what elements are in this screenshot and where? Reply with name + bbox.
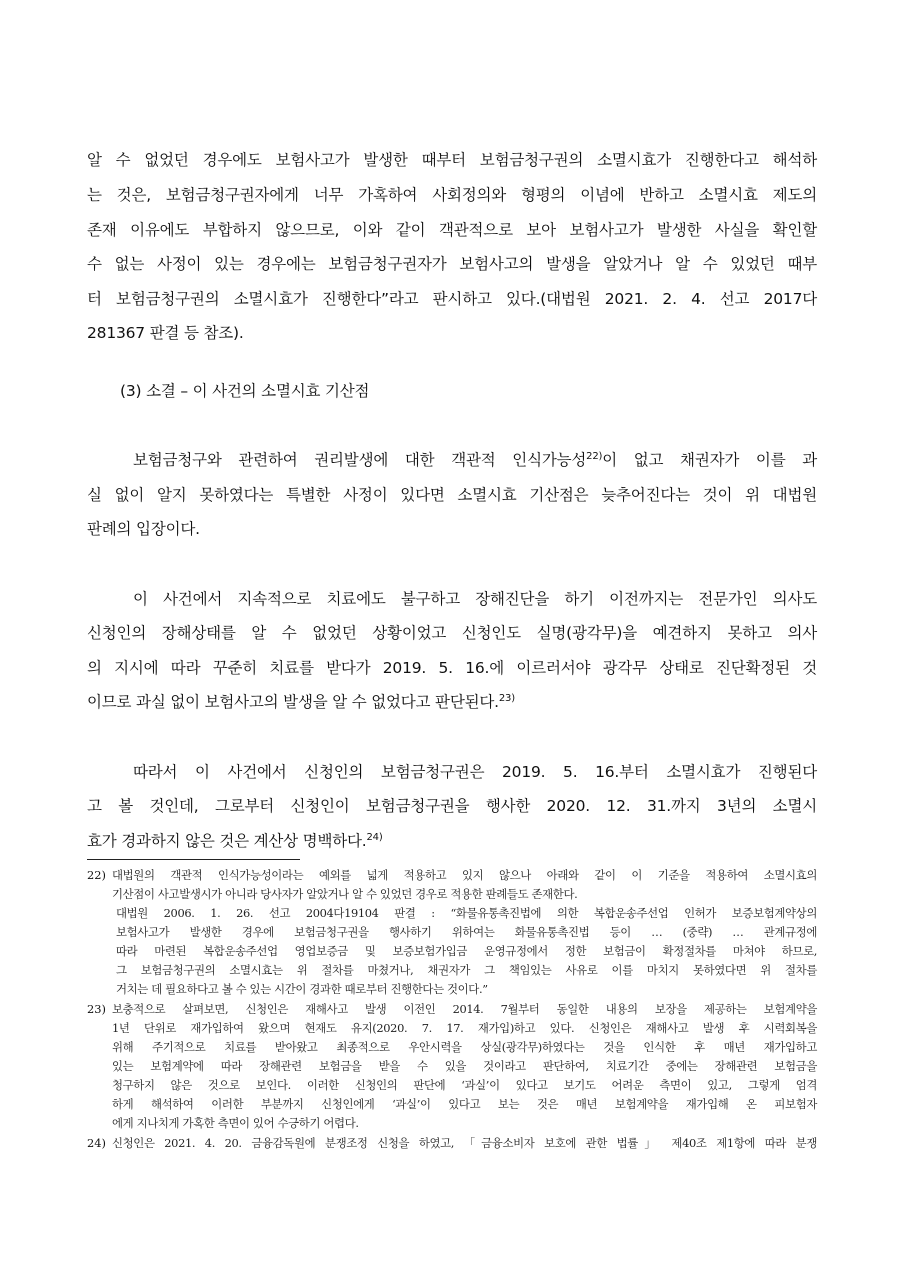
footnote-line: 하게 해석하여 이러한 부분까지 신청인에게 ‘과실’이 있다고 보는 것은 매년 보험계약을 재가입해 온 피보험자 <box>112 1097 817 1111</box>
text-line: 의 지시에 따라 꾸준히 치료를 받다가 2019. 5. 16.에 이르러서야 광각무 상태로 진단확정된 것 <box>87 659 817 677</box>
text-line: 실 없이 알지 못하였다는 특별한 사정이 있다면 소멸시효 기산점은 늦추어진다는 것이 위 대법원 <box>87 486 817 504</box>
footnote-quote-line: 거치는 데 필요하다고 볼 수 있는 시간이 경과한 때로부터 진행한다는 것이다.” <box>116 982 488 996</box>
footnote-separator <box>87 859 300 860</box>
footnote-line: 위해 주기적으로 치료를 받아왔고 최종적으로 우안시력을 상실(광각무)하였다는 것을 인식한 후 매년 재가입하고 <box>112 1040 817 1054</box>
footnote-ref-24[interactable]: 24) <box>366 831 383 843</box>
text-line <box>87 689 817 715</box>
text-line: 281367 판결 등 참조). <box>87 324 244 342</box>
footnote-line: 보충적으로 살펴보면, 신청인은 재해사고 발생 이전인 2014. 7월부터 동일한 내용의 보장을 제공하는 보험계약을 <box>112 1002 817 1016</box>
text-line: 신청인의 장해상태를 알 수 없었던 상황이었고 신청인도 실명(광각무)을 예견하지 못하고 의사 <box>87 624 817 642</box>
text-span: 이 없고 채권자가 이를 과 <box>602 451 818 469</box>
footnote-number: 22) <box>87 868 106 882</box>
footnote-quote-line: 대법원 2006. 1. 26. 선고 2004다19104 판결 : “화물유통촉진법에 의한 복합운송주선업 인허가 보증보험계약상의 <box>116 906 817 920</box>
footnote-line: 대법원의 객관적 인식가능성이라는 예외를 넓게 적용하고 있지 않으나 아래와 같이 이 기준을 적용하여 소멸시효의 <box>112 868 817 882</box>
text-span: 이므로 과실 없이 보험사고의 발생을 알 수 없었다고 판단된다. <box>87 693 499 711</box>
footnote-ref-22[interactable]: 22) <box>586 450 603 462</box>
text-span: 효가 경과하지 않은 것은 계산상 명백하다. <box>87 832 367 850</box>
text-span: 보험금청구와 관련하여 권리발생에 대한 객관적 인식가능성 <box>133 451 587 469</box>
footnote-number: 23) <box>87 1002 106 1016</box>
text-line: 는 것은, 보험금청구권자에게 너무 가혹하여 사회정의와 형평의 이념에 반하고 소멸시효 제도의 <box>87 186 817 204</box>
footnote-line: 기산점이 사고발생시가 아니라 당사자가 알았거나 알 수 있었던 경우로 적용한 판례들도 존재한다. <box>112 887 578 901</box>
text-line: 수 없는 사정이 있는 경우에는 보험금청구권자가 보험사고의 발생을 알았거나 알 수 있었던 때부 <box>87 255 817 273</box>
text-line: 터 보험금청구권의 소멸시효가 진행한다”라고 판시하고 있다.(대법원 2021. 2. 4. 선고 2017다 <box>87 290 817 308</box>
footnote-line: 1년 단위로 재가입하여 왔으며 현재도 유지(2020. 7. 17. 재가입)하고 있다. 신청인은 재해사고 발생 후 시력회복을 <box>112 1021 817 1035</box>
footnote-line: 청구하지 않은 것으로 보인다. 이러한 신청인의 판단에 ‘과실’이 있다고 보기도 어려운 측면이 있고, 그렇게 엄격 <box>112 1078 817 1092</box>
text-line: 따라서 이 사건에서 신청인의 보험금청구권은 2019. 5. 16.부터 소멸시효가 진행된다 <box>133 763 817 781</box>
footnote-line: 신청인은 2021. 4. 20. 금융감독원에 분쟁조정 신청을 하였고, 「금융소비자 보호에 관한 법률」 제40조 제1항에 따라 분쟁 <box>112 1136 817 1150</box>
footnote-line: 있는 보험계약에 따라 장해관련 보험금을 받을 수 있을 것이라고 판단하여, 치료기간 중에는 장해관련 보험금을 <box>112 1059 817 1073</box>
text-line: 고 볼 것인데, 그로부터 신청인이 보험금청구권을 행사한 2020. 12. 31.까지 3년의 소멸시 <box>87 797 817 815</box>
text-line: 이 사건에서 지속적으로 치료에도 불구하고 장해진단을 하기 이전까지는 전문가인 의사도 <box>133 590 817 608</box>
text-line: 알 수 없었던 경우에도 보험사고가 발생한 때부터 보험금청구권의 소멸시효가 진행한다고 해석하 <box>87 151 817 169</box>
footnote-line: 에게 지나치게 가혹한 측면이 있어 수긍하기 어렵다. <box>112 1116 359 1130</box>
text-line: 판례의 입장이다. <box>87 520 200 538</box>
section-heading: (3) 소결 – 이 사건의 소멸시효 기산점 <box>120 382 370 400</box>
text-line <box>87 828 817 854</box>
text-line <box>133 447 817 473</box>
footnote-quote-line: 보험사고가 발생한 경우에 보험금청구권을 행사하기 위하여는 화물유통촉진법 등이 … (중략) … 관계규정에 <box>116 925 817 939</box>
footnote-quote-line: 그 보험금청구권의 소멸시효는 위 절차를 마쳤거나, 채권자가 그 책임있는 사유로 이를 마치지 못하였다면 위 절차를 <box>116 963 817 977</box>
footnote-ref-23[interactable]: 23) <box>498 692 515 704</box>
text-line: 존재 이유에도 부합하지 않으므로, 이와 같이 객관적으로 보아 보험사고가 발생한 사실을 확인할 <box>87 221 817 239</box>
footnote-quote-line: 따라 마련된 복합운송주선업 영업보증금 및 보증보험가입금 운영규정에서 정한 보험금이 확정절차를 마쳐야 하므로, <box>116 944 817 958</box>
footnote-number: 24) <box>87 1136 106 1150</box>
